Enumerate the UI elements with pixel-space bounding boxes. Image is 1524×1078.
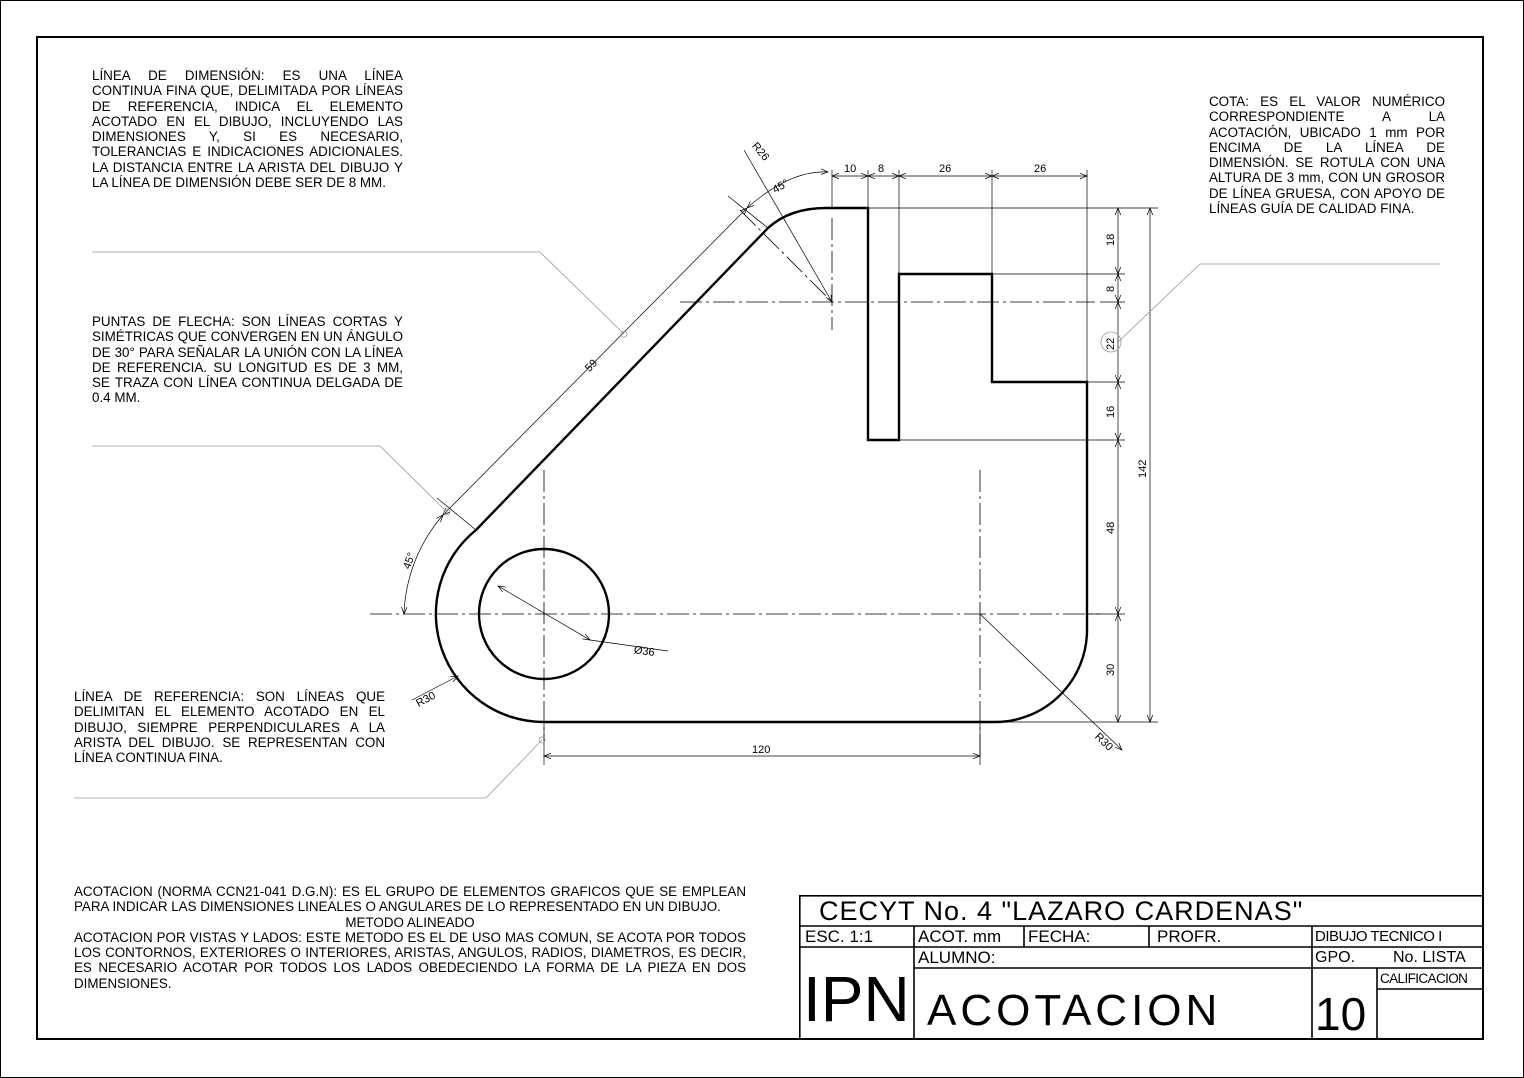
student-label: ALUMNO: bbox=[918, 948, 996, 967]
dim-22: 22 bbox=[1105, 337, 1117, 350]
dim-angle-45-top: 45° bbox=[770, 177, 791, 197]
method-text: ACOTACION POR VISTAS Y LADOS: ESTE METODO ES EL DE USO MAS COMUN, SE ACOTA POR TODOS LOS CONTORNOS, EXTERIORES O INTERIORES, ARISTAS, ANGULOS, RADIOS, DIAMETROS, ES DECIR, ES NECESARIO ACOTAR POR TODOS LOS LADOS OBEDECIENDO LA FORMA DE LA PIEZA EN DOS DIMENSIONES. bbox=[74, 929, 746, 991]
teacher-label: PROFR. bbox=[1157, 927, 1222, 946]
dim-142: 142 bbox=[1137, 459, 1149, 478]
part-outline bbox=[436, 208, 1087, 722]
extension-lines bbox=[437, 170, 1158, 765]
note-dimension-line: LÍNEA DE DIMENSIÓN: ES UNA LÍNEA CONTINUA FINA QUE, DELIMITADA POR LÍNEAS DE REFERENCIA, INDICA EL ELEMENTO ACOTADO EN EL DIBUJO, INCLUYENDO LAS DIMENSIONES Y, SI ES NECESARIO, TOLERANCIAS E INDICACIONES ADICIONALES. LA DISTANCIA ENTRE LA ARISTA DEL DIBUJO Y LA LÍNEA DE DIMENSIÓN DEBE SER DE 8 MM. bbox=[92, 68, 403, 191]
list-number-label: No. LISTA bbox=[1393, 949, 1466, 966]
dim-30: 30 bbox=[1105, 663, 1117, 676]
dim-16: 16 bbox=[1105, 405, 1117, 418]
leader-lines bbox=[74, 252, 1440, 798]
dim-8-top: 8 bbox=[878, 163, 885, 175]
acotacion-definition: ACOTACION (NORMA CCN21-041 D.G.N): ES EL GRUPO DE ELEMENTOS GRAFICOS QUE SE EMPLEAN PARA INDICAR LAS DIMENSIONES LINEALES O ANGULARES DE LO REPRESENTADO EN UN DIBUJO. bbox=[74, 884, 746, 915]
dim-8-right: 8 bbox=[1105, 285, 1117, 292]
units-label: ACOT. mm bbox=[918, 927, 1002, 946]
dim-18: 18 bbox=[1105, 233, 1117, 246]
dim-r30-left: R30 bbox=[414, 689, 438, 710]
dim-59: 59 bbox=[582, 357, 601, 375]
dim-48: 48 bbox=[1105, 521, 1117, 534]
scale-label: ESC. 1:1 bbox=[805, 927, 874, 946]
subject-label: DIBUJO TECNICO I bbox=[1315, 928, 1442, 945]
center-lines bbox=[370, 210, 1100, 760]
group-label: GPO. bbox=[1315, 949, 1356, 966]
drawing-title: ACOTACION bbox=[927, 986, 1222, 1035]
dimension-lines bbox=[404, 150, 1150, 756]
note-reference-line: LÍNEA DE REFERENCIA: SON LÍNEAS QUE DELIMITAN EL ELEMENTO ACOTADO EN EL DIBUJO, SIEMPRE PERPENDICULARES A LA ARISTA DEL DIBUJO. SE REPRESENTAN CON LÍNEA CONTINUA FINA. bbox=[74, 689, 385, 766]
dim-r30-right: R30 bbox=[1092, 730, 1116, 754]
dim-26b: 26 bbox=[1034, 163, 1047, 175]
note-arrow-heads: PUNTAS DE FLECHA: SON LÍNEAS CORTAS Y SIMÉTRICAS QUE CONVERGEN EN UN ÁNGULO DE 30° PARA SEÑALAR LA UNIÓN CON LA LÍNEA DE REFERENCIA. SU LONGITUD ES DE 3 MM, SE TRAZA CON LÍNEA CONTINUA DELGADA DE 0.4 MM. bbox=[92, 314, 403, 406]
method-title: METODO ALINEADO bbox=[345, 914, 475, 930]
dim-diameter-36: Ø36 bbox=[633, 644, 656, 659]
sheet-number: 10 bbox=[1315, 988, 1367, 1040]
date-label: FECHA: bbox=[1028, 927, 1091, 946]
institution-logo-text: IPN bbox=[803, 963, 910, 1035]
note-cota: COTA: ES EL VALOR NUMÉRICO CORRESPONDIENTE A LA ACOTACIÓN, UBICADO 1 mm POR ENCIMA DE LA LÍNEA DE DIMENSIÓN. SE ROTULA CON UNA ALTURA DE 3 mm, CON UN GROSOR DE LÍNEA GRUESA, CON APOYO DE LÍNEAS GUÍA DE CALIDAD FINA. bbox=[1209, 94, 1445, 217]
dim-26a: 26 bbox=[939, 163, 952, 175]
dim-angle-45-left: 45° bbox=[401, 550, 419, 571]
grade-label: CALIFICACION bbox=[1380, 971, 1468, 986]
dim-120: 120 bbox=[752, 744, 771, 756]
dim-10: 10 bbox=[844, 163, 857, 175]
dim-r26: R26 bbox=[749, 140, 772, 164]
title-block bbox=[799, 895, 1484, 1040]
school-name: CECYT No. 4 "LAZARO CARDENAS" bbox=[819, 896, 1304, 926]
